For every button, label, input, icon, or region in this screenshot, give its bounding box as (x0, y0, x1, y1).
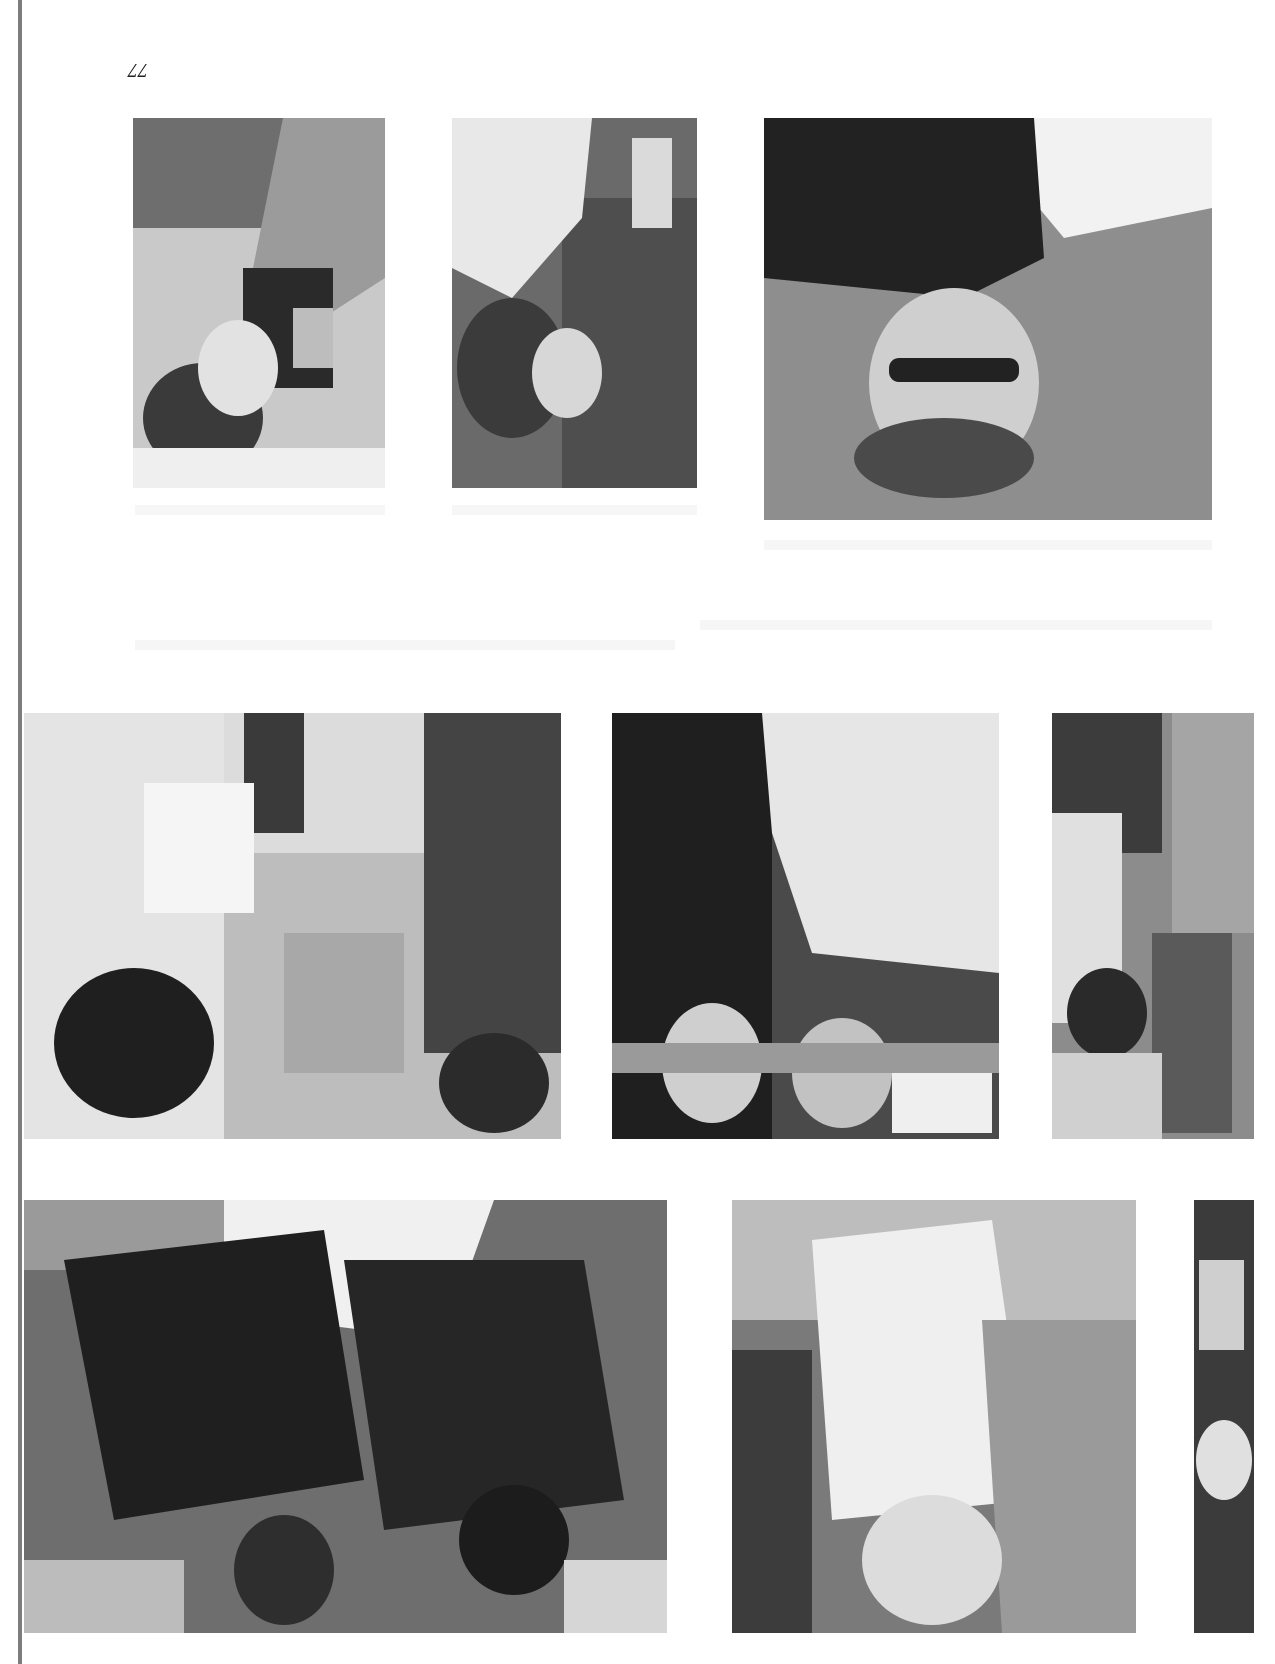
photo-student-and-teacher (1052, 713, 1254, 1139)
caption-faded-2 (452, 505, 697, 515)
page-number-text: 77 (128, 59, 148, 81)
photo-man-with-glasses (764, 118, 1212, 520)
photo-partial-edge (1194, 1200, 1254, 1633)
page-number (128, 58, 148, 81)
caption-faded-4 (135, 640, 675, 650)
photo-classroom-men (24, 1200, 667, 1633)
caption-faded-1 (135, 505, 385, 515)
photo-students-outdoors (24, 713, 561, 1139)
caption-faded-5 (700, 620, 1212, 630)
binding-spine (18, 0, 22, 1664)
caption-faded-3 (764, 540, 1212, 550)
photo-two-men-reading (612, 713, 999, 1139)
photo-teacher-at-chalkboard (452, 118, 697, 488)
photo-student-with-camera (133, 118, 385, 488)
photo-student-plaid-shirt (732, 1200, 1136, 1633)
